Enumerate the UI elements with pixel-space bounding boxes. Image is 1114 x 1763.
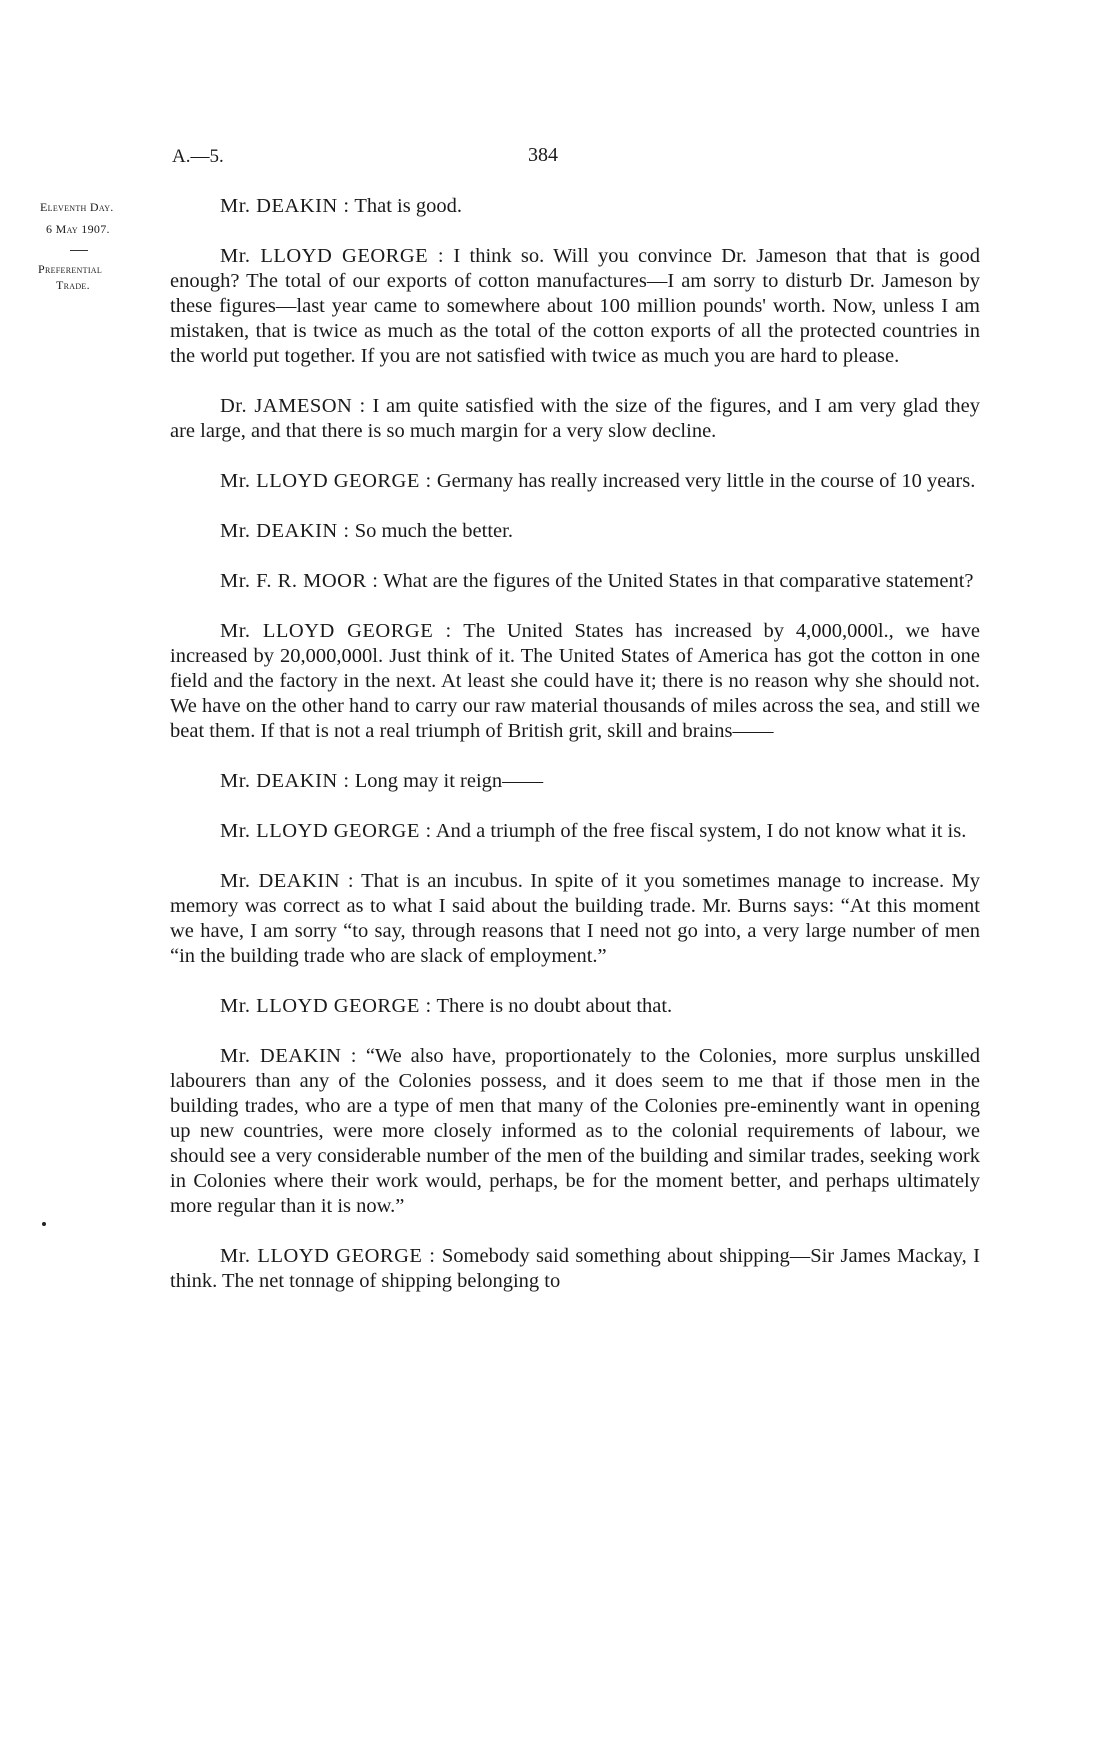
speaker-name: Dr. JAMESON : [220, 395, 366, 417]
speaker-name: Mr. DEAKIN : [220, 195, 350, 217]
margin-topic-line2: Trade. [56, 278, 90, 292]
speech-text: What are the figures of the United States in that comparative statement? [383, 570, 974, 592]
speaker-name: Mr. LLOYD GEORGE : [220, 620, 452, 642]
paragraph [170, 194, 980, 219]
speaker-name: Mr. DEAKIN : [220, 770, 350, 792]
paragraph [170, 569, 980, 594]
speech-text: “We also have, proportionately to the Colonies, more surplus unskilled labourers than any of the Colonies possess, and it does seem to me that if those men in the building trades, who are a type of men that many of the Colonies pre-eminently want in opening up new countries, were more closely informed as to the colonial requirements of labour, we should see a very considerable number of the men of the building and similar trades, seeking work in Colonies where their work would, perhaps, be for the moment better, and perhaps ultimately more regular than it is now.” [170, 1045, 981, 1217]
speaker-name: Mr. LLOYD GEORGE : [220, 470, 432, 492]
speech-text: And a triumph of the free fiscal system, I do not know what it is. [435, 820, 967, 842]
speech-text: The United States has increased by 4,000,000l., we have increased by 20,000,000l. Just think of it. The United States of America has got the cotton in one field and the factory in the next. At least she could have it; there is no reason why she should not. We have on the other hand to carry our raw material thousands of miles across the sea, and still we beat them. If that is not a real triumph of British grit, skill and brains—— [170, 620, 980, 742]
speech-text: I think so. Will you convince Dr. Jameson that that is good enough? The total of our exports of cotton manufactures—I am sorry to disturb Dr. Jameson by these figures—last year came to somewhere about 100 million pounds' worth. Now, unless I am mistaken, that is twice as much as the total of the cotton exports of all the protected countries in the world put together. If you are not satisfied with twice as much you are hard to please. [170, 245, 981, 367]
document-code: A.—5. [172, 146, 224, 167]
speech-text: There is no doubt about that. [436, 995, 673, 1017]
paragraph [170, 994, 980, 1019]
paragraph [170, 619, 980, 744]
page-number: 384 [528, 144, 558, 166]
speaker-name: Mr. DEAKIN : [220, 520, 350, 542]
paragraph [170, 819, 980, 844]
speaker-name: Mr. LLOYD GEORGE : [220, 245, 445, 267]
paragraph [170, 519, 980, 544]
margin-day: Eleventh Day. [40, 200, 114, 214]
speech-text: That is an incubus. In spite of it you sometimes manage to increase. My memory was correct as to what I said about the building trade. Mr. Burns says: “At this moment we have, I am sorry “to say, through reasons that I need not go into, a very large number of men “in the building trade who are slack of employment.” [170, 870, 980, 967]
speech-text: Somebody said something about shipping—Sir James Mackay, I think. The net tonnage of shipping belonging to [170, 1245, 981, 1292]
speech-text: Germany has really increased very little in the course of 10 years. [436, 470, 976, 492]
speaker-name: Mr. DEAKIN : [220, 1045, 357, 1067]
paragraph [170, 469, 980, 494]
paragraph [170, 1044, 980, 1219]
paragraph [170, 244, 980, 369]
speaker-name: Mr. LLOYD GEORGE : [220, 995, 432, 1017]
speech-text: That is good. [354, 195, 462, 217]
speaker-name: Mr. LLOYD GEORGE : [220, 820, 432, 842]
margin-topic-line1: Preferential [38, 262, 103, 276]
margin-dot [42, 1222, 46, 1226]
speech-text: Long may it reign—— [354, 770, 544, 792]
speaker-name: Mr. DEAKIN : [220, 870, 355, 892]
speaker-name: Mr. F. R. MOOR : [220, 570, 379, 592]
paragraph [170, 394, 980, 444]
paragraph [170, 1244, 980, 1294]
margin-divider [70, 250, 88, 251]
transcript-body [170, 194, 980, 1319]
paragraph [170, 769, 980, 794]
speech-text: I am quite satisfied with the size of the figures, and I am very glad they are large, and that there is so much margin for a very slow decline. [170, 395, 980, 442]
speaker-name: Mr. LLOYD GEORGE : [220, 1245, 436, 1267]
margin-date: 6 May 1907. [46, 222, 110, 236]
speech-text: So much the better. [354, 520, 513, 542]
paragraph [170, 869, 980, 969]
